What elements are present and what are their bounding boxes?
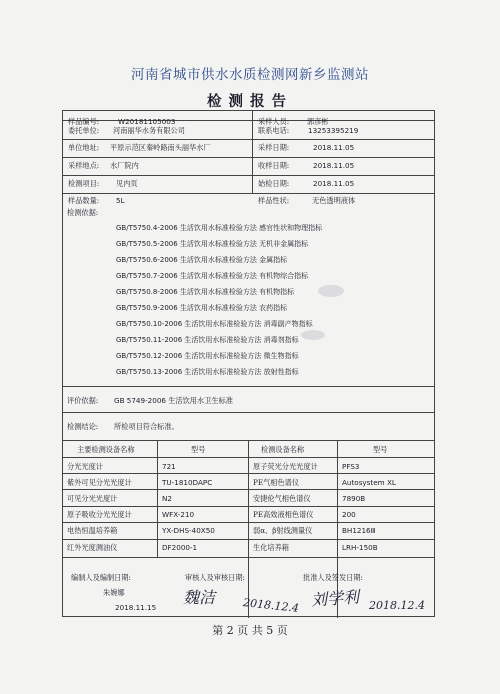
equipment-cell: PE气相色谱仪	[253, 478, 300, 487]
standard-item: GB/T5750.4-2006 生活饮用水标准检验方法 感官性状和物理指标	[116, 224, 323, 232]
equipment-cell: 分光光度计	[67, 462, 103, 471]
equipment-cell: 原子吸收分光光度计	[67, 510, 132, 519]
sample-no-label: 样品编号:	[68, 117, 100, 126]
equipment-header: 检测设备名称	[261, 445, 305, 454]
site: 水厂院内	[110, 161, 139, 170]
equipment-cell: BH1216Ⅲ	[342, 526, 376, 535]
items: 见内页	[116, 179, 138, 188]
reviewer-date: 2018.12.4	[242, 596, 300, 615]
report-title: 检测报告	[207, 93, 293, 110]
reviewer-signature: 魏洁	[183, 588, 216, 607]
sample-no: W20181105003	[118, 117, 176, 126]
standard-item: GB/T5750.13-2006 生活饮用水标准检验方法 放射性指标	[116, 368, 299, 376]
author-name: 朱婉娜	[103, 588, 125, 597]
standard-item: GB/T5750.9-2006 生活饮用水标准检验方法 农药指标	[116, 304, 288, 312]
equipment-cell: 200	[342, 510, 356, 519]
equipment-cell: 红外光度测油仪	[67, 543, 118, 552]
phone: 13253395219	[308, 126, 359, 135]
ink-smudge	[318, 285, 344, 297]
sampling-date-label: 采样日期:	[258, 143, 290, 152]
address: 平原示范区秦岭路南头丽华水厂	[110, 143, 211, 152]
address-label: 单位地址:	[68, 143, 100, 152]
equipment-cell: 安捷伦气相色谱仪	[253, 494, 311, 503]
client-label: 委托单位:	[68, 126, 100, 135]
evaluation-label: 评价依据:	[67, 396, 99, 405]
ink-smudge	[301, 330, 325, 340]
received-date: 2018.11.05	[313, 161, 355, 170]
site-label: 采样地点:	[68, 161, 100, 170]
equipment-cell: N2	[162, 494, 172, 503]
standard-item: GB/T5750.6-2006 生活饮用水标准检验方法 金属指标	[116, 256, 288, 264]
standard-item: GB/T5750.5-2006 生活饮用水标准检验方法 无机非金属指标	[116, 240, 309, 248]
author-label: 编制人及编制日期:	[71, 573, 131, 582]
equipment-cell: PFS3	[342, 462, 360, 471]
equipment-cell: 7890B	[342, 494, 366, 503]
standard-item: GB/T5750.11-2006 生活饮用水标准检验方法 消毒剂指标	[116, 336, 299, 344]
approver-label: 批准人及签发日期:	[303, 573, 363, 582]
report-table	[62, 110, 435, 617]
phone-label: 联系电话:	[258, 126, 290, 135]
quantity: 5L	[116, 196, 125, 205]
start-date: 2018.11.05	[313, 179, 355, 188]
items-label: 检测项目:	[68, 179, 100, 188]
sampling-date: 2018.11.05	[313, 143, 355, 152]
equipment-cell: 生化培养箱	[253, 543, 289, 552]
evaluation-value: GB 5749-2006 生活饮用水卫生标准	[114, 396, 233, 405]
equipment-cell: TU-1810DAPC	[162, 478, 213, 487]
approver-date: 2018.12.4	[369, 599, 425, 612]
equipment-cell: DF2000-1	[162, 543, 198, 552]
organization-name: 河南省城市供水水质检测网新乡监测站	[131, 67, 369, 83]
equipment-cell: 可见分光光度计	[67, 494, 118, 503]
equipment-cell: 弱α、β射线测量仪	[253, 526, 313, 535]
conclusion-value: 所检项目符合标准。	[114, 422, 179, 431]
standard-item: GB/T5750.8-2006 生活饮用水标准检验方法 有机物指标	[116, 288, 295, 296]
equipment-cell: 原子荧光分光光度计	[253, 462, 318, 471]
equipment-header: 主要检测设备名称	[77, 445, 135, 454]
properties-label: 样品性状:	[258, 196, 290, 205]
equipment-cell: PE高效液相色谱仪	[253, 510, 314, 519]
basis-label: 检测依据:	[67, 208, 99, 217]
quantity-label: 样品数量:	[68, 196, 100, 205]
equipment-cell: YX-DHS-40X50	[162, 526, 215, 535]
standard-item: GB/T5750.12-2006 生活饮用水标准检验方法 微生物指标	[116, 352, 299, 360]
standard-item: GB/T5750.10-2006 生活饮用水标准检验方法 消毒副产物指标	[116, 320, 313, 328]
start-date-label: 始检日期:	[258, 179, 290, 188]
equipment-cell: 电热恒温培养箱	[67, 526, 118, 535]
sampler: 郭彦彬	[307, 117, 329, 126]
conclusion-label: 检测结论:	[67, 422, 99, 431]
equipment-cell: 721	[162, 462, 176, 471]
received-date-label: 收样日期:	[258, 161, 290, 170]
page-number: 第 2 页 共 5 页	[212, 624, 288, 637]
equipment-cell: LRH-150B	[342, 543, 378, 552]
author-date: 2018.11.15	[115, 603, 157, 612]
equipment-cell: Autosystem XL	[342, 478, 396, 487]
equipment-cell: WFX-210	[162, 510, 195, 519]
reviewer-label: 审核人及审核日期:	[185, 573, 245, 582]
equipment-header: 型号	[191, 445, 206, 454]
sampler-label: 采样人员:	[258, 117, 290, 126]
equipment-header: 型号	[373, 445, 388, 454]
standard-item: GB/T5750.7-2006 生活饮用水标准检验方法 有机物综合指标	[116, 272, 309, 280]
client: 河南丽华水务有限公司	[113, 126, 185, 135]
equipment-cell: 紫外可见分光光度计	[67, 478, 132, 487]
approver-signature: 刘学利	[310, 587, 360, 610]
properties: 无色透明液体	[312, 196, 356, 205]
